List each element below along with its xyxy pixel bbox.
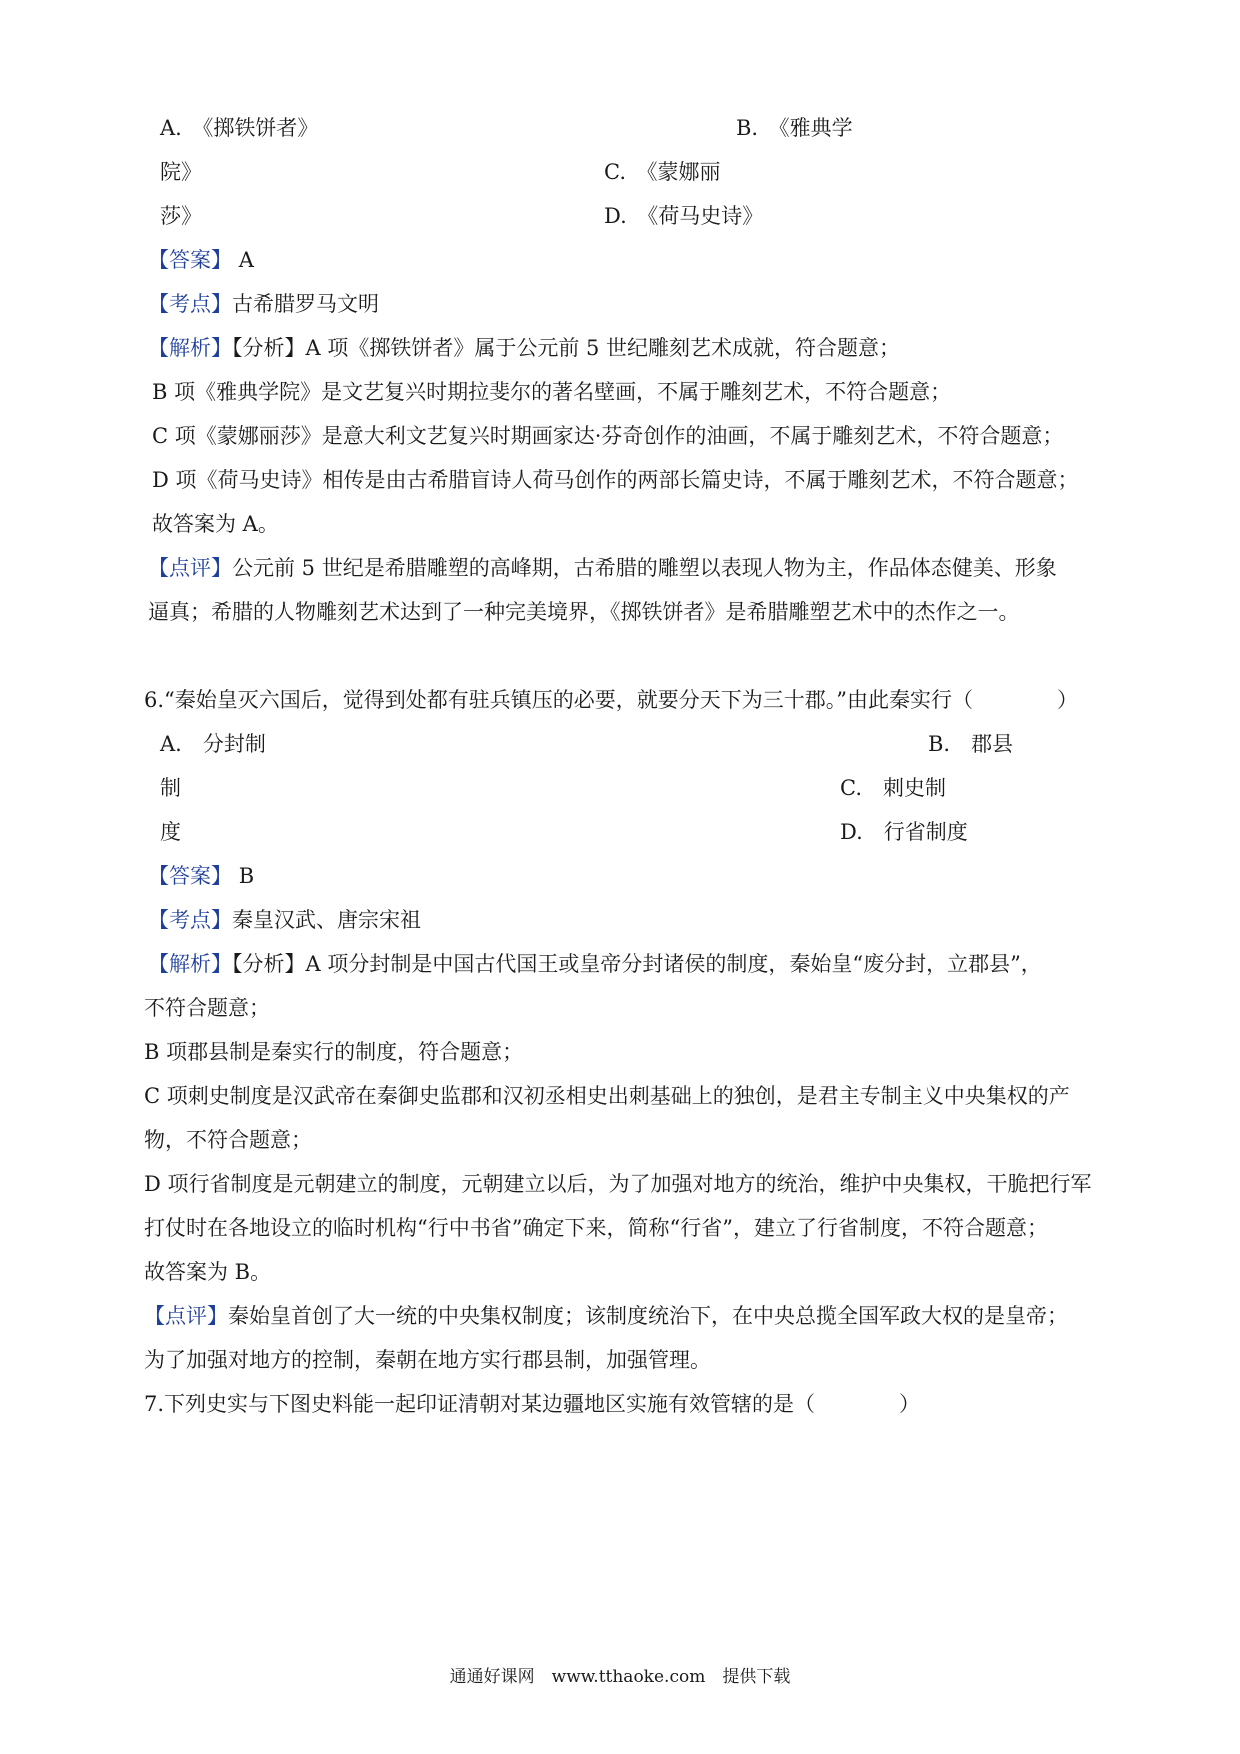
q6-analysis-line: C 项刺史制度是汉武帝在秦御史监郡和汉初丞相史出刺基础上的独创，是君主专制主义中央集权的产	[144, 1084, 1070, 1108]
q6-option-c: C. 刺史制	[840, 776, 946, 800]
answer-tag: 【答案】	[148, 248, 232, 272]
q6-option-b: B. 郡县	[928, 732, 1014, 756]
q6-answer	[148, 862, 254, 890]
q5-option-b: B. 《雅典学	[736, 116, 853, 140]
page-footer: 通通好课网 www.tthaoke.com 提供下载	[449, 1667, 791, 1687]
q6-analysis-line: 故答案为 B。	[144, 1260, 272, 1284]
comment-text: 秦始皇首创了大一统的中央集权制度；该制度统治下，在中央总揽全国军政大权的是皇帝；	[228, 1304, 1068, 1328]
q6-option-c-continued: 度	[160, 820, 181, 844]
q6-option-a: A. 分封制	[160, 732, 266, 756]
q6-analysis-line: 打仗时在各地设立的临时机构“行中书省”确定下来，简称“行省”，建立了行省制度，不符合题意；	[144, 1216, 1048, 1240]
q6-knowledge-point	[148, 906, 421, 934]
q6-comment-line: 为了加强对地方的控制，秦朝在地方实行郡县制，加强管理。	[144, 1348, 711, 1372]
analysis-text: 【分析】A 项《掷铁饼者》属于公元前 5 世纪雕刻艺术成就，符合题意；	[232, 336, 901, 360]
analysis-tag: 【解析】	[148, 952, 232, 976]
q5-option-c-continued: 莎》	[160, 204, 202, 228]
answer-tag: 【答案】	[148, 864, 232, 888]
q5-analysis-line: B 项《雅典学院》是文艺复兴时期拉斐尔的著名壁画，不属于雕刻艺术，不符合题意；	[152, 380, 952, 404]
q5-analysis-line	[148, 334, 900, 362]
q6-option-b-continued: 制	[160, 776, 181, 800]
comment-tag: 【点评】	[148, 556, 232, 580]
analysis-tag: 【解析】	[148, 336, 232, 360]
q6-analysis-line: B 项郡县制是秦实行的制度，符合题意；	[144, 1040, 524, 1064]
q6-analysis-line: 不符合题意；	[144, 996, 270, 1020]
q5-answer	[148, 246, 254, 274]
q6-analysis-line: D 项行省制度是元朝建立的制度，元朝建立以后，为了加强对地方的统治，维护中央集权，干脆把行军	[144, 1172, 1092, 1196]
q5-comment-line	[148, 554, 1057, 582]
q5-option-c: C. 《蒙娜丽	[604, 160, 721, 184]
q6-analysis-line	[148, 950, 1042, 978]
q6-stem: 6.“秦始皇灭六国后，觉得到处都有驻兵镇压的必要，就要分天下为三十郡。”由此秦实行（ ）	[144, 688, 1079, 712]
q6-comment-line	[144, 1302, 1068, 1330]
q5-option-d: D. 《荷马史诗》	[604, 204, 764, 228]
q5-analysis-line: 故答案为 A。	[152, 512, 279, 536]
analysis-text: 【分析】A 项分封制是中国古代国王或皇帝分封诸侯的制度，秦始皇“废分封，立郡县”，	[232, 952, 1042, 976]
point-tag: 【考点】	[148, 908, 232, 932]
point-value: 秦皇汉武、唐宗宋祖	[232, 908, 421, 932]
answer-value: B	[238, 864, 255, 888]
q5-comment-line: 逼真；希腊的人物雕刻艺术达到了一种完美境界，《掷铁饼者》是希腊雕塑艺术中的杰作之一。	[148, 600, 1020, 624]
q5-analysis-line: D 项《荷马史诗》相传是由古希腊盲诗人荷马创作的两部长篇史诗，不属于雕刻艺术，不符合题意；	[152, 468, 1079, 492]
q7-stem: 7.下列史实与下图史料能一起印证清朝对某边疆地区实施有效管辖的是（ ）	[144, 1392, 921, 1416]
point-tag: 【考点】	[148, 292, 232, 316]
q6-analysis-line: 物，不符合题意；	[144, 1128, 312, 1152]
q5-knowledge-point	[148, 290, 379, 318]
comment-tag: 【点评】	[144, 1304, 228, 1328]
answer-value: A	[238, 248, 254, 272]
q5-option-a: A. 《掷铁饼者》	[160, 116, 319, 140]
q5-analysis-line: C 项《蒙娜丽莎》是意大利文艺复兴时期画家达·芬奇创作的油画，不属于雕刻艺术，不符合题意；	[152, 424, 1064, 448]
q5-option-b-continued: 院》	[160, 160, 202, 184]
q6-option-d: D. 行省制度	[840, 820, 968, 844]
comment-text: 公元前 5 世纪是希腊雕塑的高峰期，古希腊的雕塑以表现人物为主，作品体态健美、形象	[232, 556, 1057, 580]
point-value: 古希腊罗马文明	[232, 292, 379, 316]
